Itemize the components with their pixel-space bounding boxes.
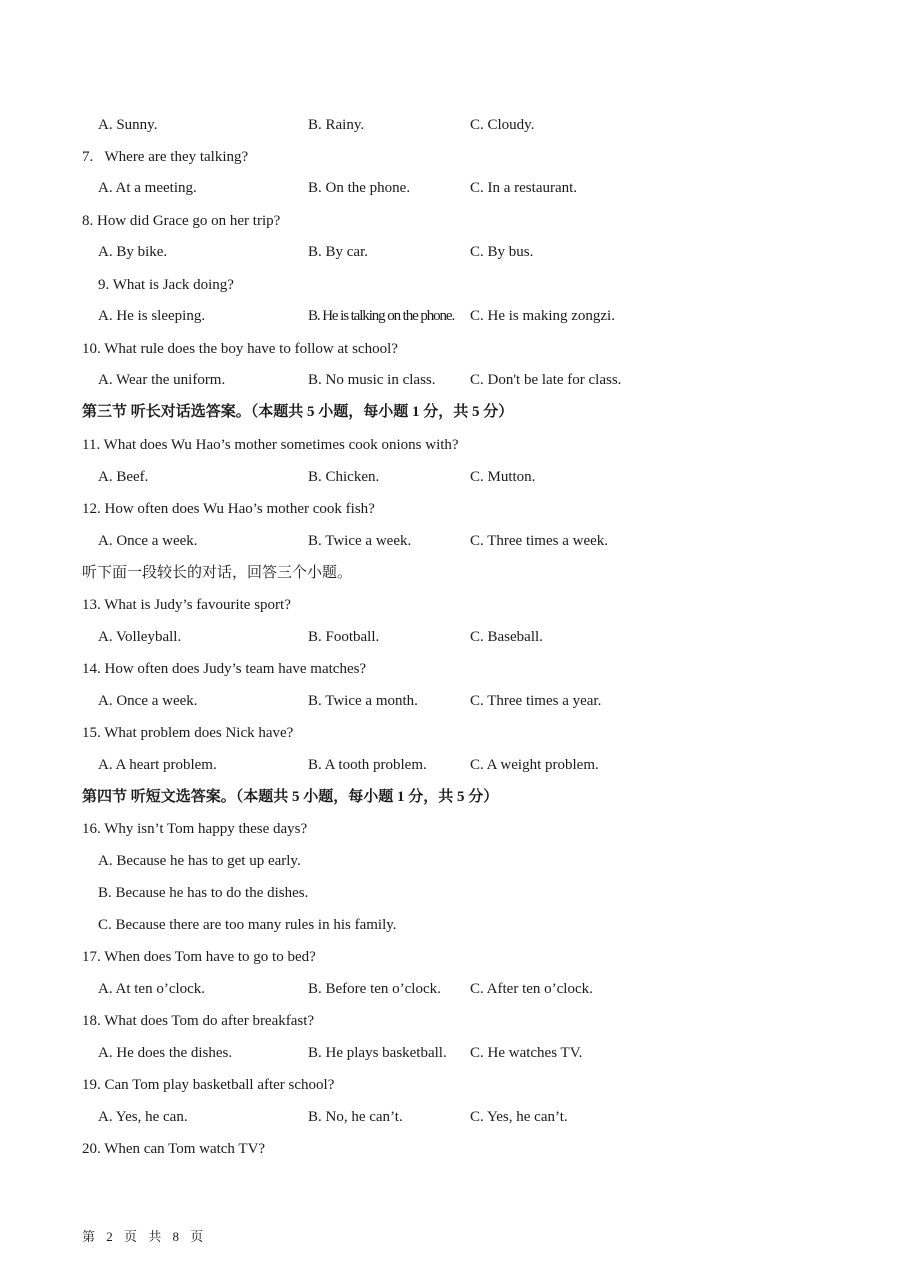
q19-option-a: A. Yes, he can. bbox=[98, 1109, 188, 1125]
q13-option-a: A. Volleyball. bbox=[98, 629, 182, 645]
q18-option-c: C. He watches TV. bbox=[470, 1045, 583, 1061]
q13-option-b: B. Football. bbox=[308, 629, 380, 645]
q14-option-a: A. Once a week. bbox=[98, 693, 198, 709]
q16-option-a: A. Because he has to get up early. bbox=[98, 853, 301, 869]
q11-question: 11. What does Wu Hao’s mother sometimes cook onions with? bbox=[82, 437, 459, 453]
q15-option-c: C. A weight problem. bbox=[470, 757, 599, 773]
q8-option-b: B. By car. bbox=[308, 244, 368, 260]
q9-option-a: A. He is sleeping. bbox=[98, 308, 206, 324]
q16-question: 16. Why isn’t Tom happy these days? bbox=[82, 821, 308, 837]
q9-question: 9. What is Jack doing? bbox=[98, 277, 234, 293]
q11-option-c: C. Mutton. bbox=[470, 469, 536, 485]
q16-option-b: B. Because he has to do the dishes. bbox=[98, 885, 309, 901]
q16-option-c: C. Because there are too many rules in his family. bbox=[98, 917, 397, 933]
q15-question: 15. What problem does Nick have? bbox=[82, 725, 294, 741]
q8-option-c: C. By bus. bbox=[470, 244, 534, 260]
q20-question: 20. When can Tom watch TV? bbox=[82, 1141, 266, 1157]
q7-question: 7. Where are they talking? bbox=[82, 149, 249, 165]
q8-option-a: A. By bike. bbox=[98, 244, 168, 260]
q17-question: 17. When does Tom have to go to bed? bbox=[82, 949, 316, 965]
q11-option-b: B. Chicken. bbox=[308, 469, 380, 485]
q13-question: 13. What is Judy’s favourite sport? bbox=[82, 597, 291, 613]
q14-question: 14. How often does Judy’s team have matches? bbox=[82, 661, 367, 677]
q14-option-c: C. Three times a year. bbox=[470, 693, 602, 709]
q18-option-b: B. He plays basketball. bbox=[308, 1045, 447, 1061]
q19-option-b: B. No, he can’t. bbox=[308, 1109, 403, 1125]
q7-option-b: B. On the phone. bbox=[308, 180, 411, 196]
q10-question: 10. What rule does the boy have to follow at school? bbox=[82, 341, 398, 357]
q12-question: 12. How often does Wu Hao’s mother cook fish? bbox=[82, 501, 375, 517]
q8-question: 8. How did Grace go on her trip? bbox=[82, 213, 281, 229]
q14-option-b: B. Twice a month. bbox=[308, 693, 418, 709]
q10-option-b: B. No music in class. bbox=[308, 372, 436, 388]
section-4-title: 第四节 听短文选答案。（本题共 5 小题，每小题 1 分，共 5 分） bbox=[82, 789, 499, 805]
q10-option-c: C. Don't be late for class. bbox=[470, 372, 622, 388]
q11-option-a: A. Beef. bbox=[98, 469, 149, 485]
q19-option-c: C. Yes, he can’t. bbox=[470, 1109, 568, 1125]
q12-option-c: C. Three times a week. bbox=[470, 533, 609, 549]
q6-option-a: A. Sunny. bbox=[98, 117, 158, 133]
section-3-title: 第三节 听长对话选答案。（本题共 5 小题，每小题 1 分，共 5 分） bbox=[82, 404, 514, 420]
q18-question: 18. What does Tom do after breakfast? bbox=[82, 1013, 315, 1029]
q7-option-c: C. In a restaurant. bbox=[470, 180, 578, 196]
q17-option-a: A. At ten o’clock. bbox=[98, 981, 206, 997]
q9-option-b: B. He is talking on the phone. bbox=[308, 308, 455, 324]
q6-option-b: B. Rainy. bbox=[308, 117, 365, 133]
page-footer: 第 2 页 共 8 页 bbox=[82, 1229, 208, 1244]
q9-option-c: C. He is making zongzi. bbox=[470, 308, 615, 324]
q19-question: 19. Can Tom play basketball after school? bbox=[82, 1077, 335, 1093]
q6-option-c: C. Cloudy. bbox=[470, 117, 535, 133]
q13-option-c: C. Baseball. bbox=[470, 629, 543, 645]
q7-option-a: A. At a meeting. bbox=[98, 180, 197, 196]
q10-option-a: A. Wear the uniform. bbox=[98, 372, 226, 388]
q17-option-b: B. Before ten o’clock. bbox=[308, 981, 441, 997]
q17-option-c: C. After ten o’clock. bbox=[470, 981, 593, 997]
q12-option-b: B. Twice a week. bbox=[308, 533, 412, 549]
q12-option-a: A. Once a week. bbox=[98, 533, 198, 549]
long-dialogue-instruction: 听下面一段较长的对话，回答三个小题。 bbox=[82, 565, 353, 581]
q18-option-a: A. He does the dishes. bbox=[98, 1045, 233, 1061]
q15-option-a: A. A heart problem. bbox=[98, 757, 217, 773]
q15-option-b: B. A tooth problem. bbox=[308, 757, 427, 773]
